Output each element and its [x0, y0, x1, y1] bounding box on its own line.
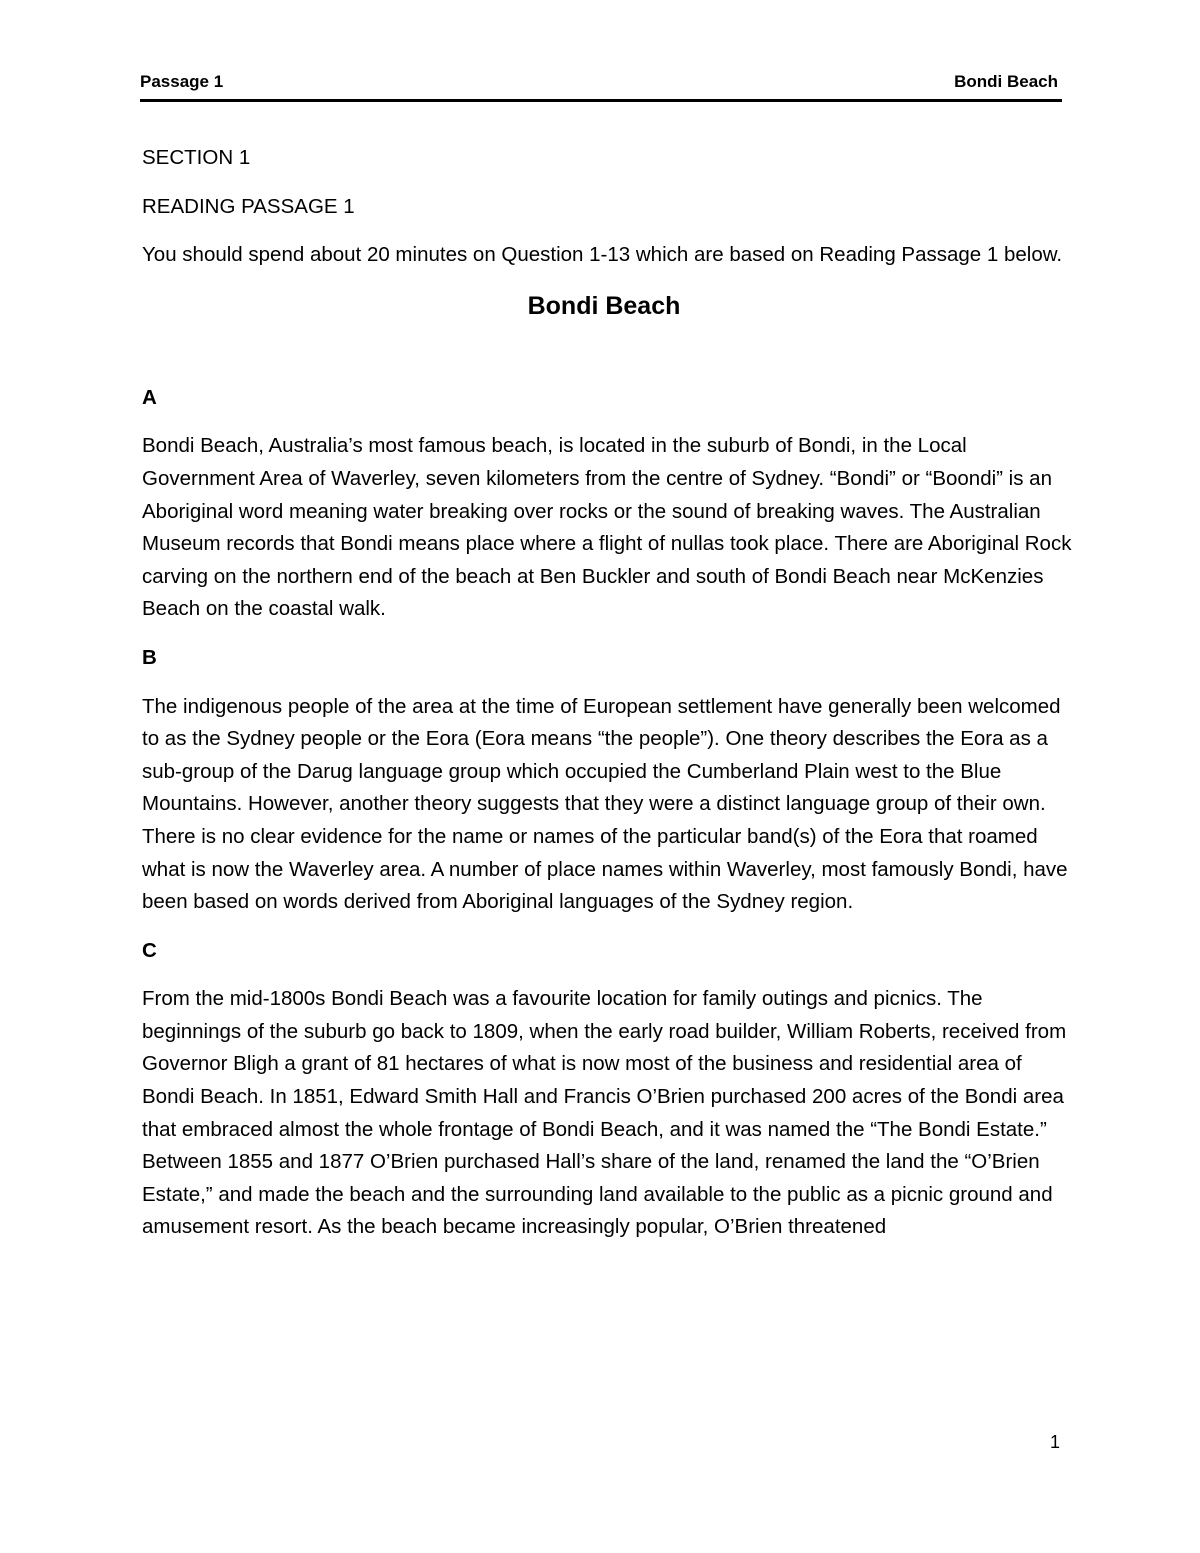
paragraph-letter-c: C	[142, 938, 157, 962]
document-body	[142, 142, 1072, 1260]
paragraph-letter-a: A	[142, 385, 157, 409]
instruction-text: You should spend about 20 minutes on Question 1-13 which are based on Reading Passage 1 below.	[142, 243, 1063, 267]
header-left-label: Passage 1	[140, 72, 224, 91]
section-label: SECTION 1	[142, 146, 251, 169]
page-header	[140, 72, 1060, 96]
header-right-label: Bondi Beach	[954, 72, 1058, 91]
page-number: 1	[1049, 1432, 1060, 1452]
passage-title: Bondi Beach	[527, 291, 681, 320]
paragraph-a-text: Bondi Beach, Australia’s most famous beach, is located in the suburb of Bondi, in the Local Government Area of Waverley, seven kilometers from the centre of Sydney. “Bondi” or “Boondi” is an Aboriginal word meaning water breaking over rocks or the sound of breaking waves. The Australian Museum records that Bondi means place where a flight of nullas took place. There are Aboriginal Rock carving on the northern end of the beach at Ben Buckler and south of Bondi Beach near McKenzies Beach on the coastal walk.	[142, 434, 1072, 621]
paragraph-letter-b: B	[142, 645, 157, 669]
passage-label: READING PASSAGE 1	[142, 194, 355, 218]
paragraph-b-text: The indigenous people of the area at the time of European settlement have generally been welcomed to as the Sydney people or the Eora (Eora means “the people”). One theory describes the Eora as a sub-group of the Darug language group which occupied the Cumberland Plain west to the Blue Mountains. However, another theory suggests that they were a distinct language group of their own. There is no clear evidence for the name or names of the particular band(s) of the Eora that roamed what is now the Waverley area. A number of place names within Waverley, most famously Bondi, have been based on words derived from Aboriginal languages of the Sydney region.	[142, 694, 1068, 914]
header-divider	[140, 99, 1062, 102]
paragraph-c-text: From the mid-1800s Bondi Beach was a favourite location for family outings and picnics. The beginnings of the suburb go back to 1809, when the early road builder, William Roberts, received from Governor Bligh a grant of 81 hectares of what is now most of the business and residential area of Bondi Beach. In 1851, Edward Smith Hall and Francis O’Brien purchased 200 acres of the Bondi area that embraced almost the whole frontage of Bondi Beach, and it was named the “The Bondi Estate.” Between 1855 and 1877 O’Brien purchased Hall’s share of the land, renamed the land the “O’Brien Estate,” and made the beach and the surrounding land available to the public as a picnic ground and amusement resort. As the beach became increasingly popular, O’Brien threatened	[142, 987, 1067, 1239]
